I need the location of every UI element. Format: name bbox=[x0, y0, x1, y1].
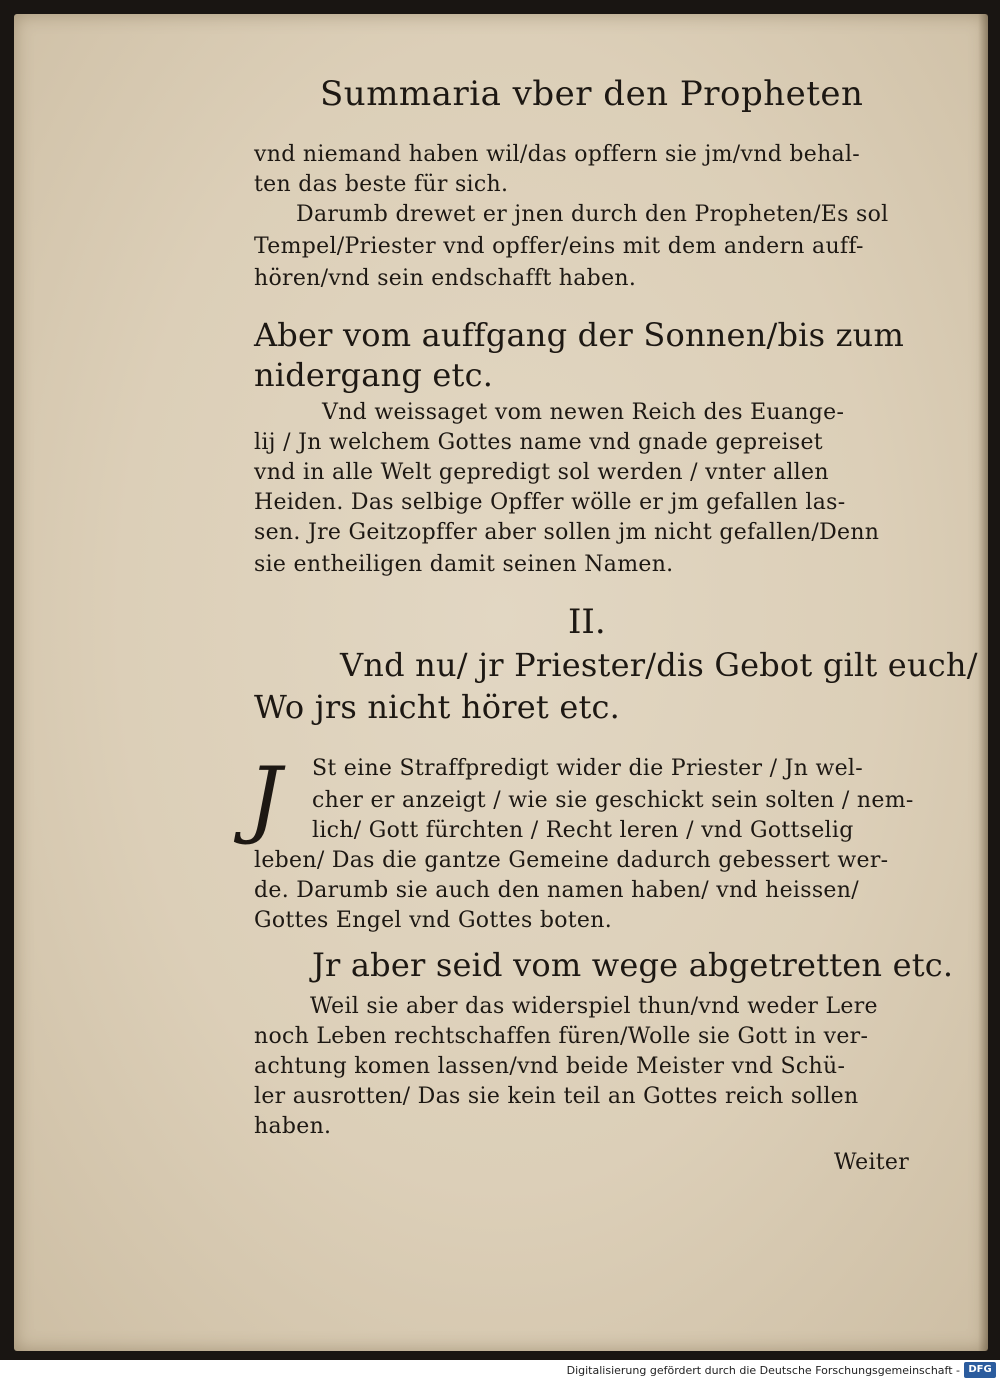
text-line: Gottes Engel vnd Gottes boten. bbox=[254, 908, 612, 933]
heading-line: Aber vom auffgang der Sonnen/bis zum bbox=[254, 316, 905, 354]
text-line: haben. bbox=[254, 1114, 332, 1139]
dfg-logo[interactable]: DFG bbox=[964, 1362, 996, 1378]
catchword: Weiter bbox=[834, 1150, 910, 1175]
text-line: de. Darumb sie auch den namen haben/ vnd heissen/ bbox=[254, 878, 859, 903]
text-line: cher er anzeigt / wie sie geschickt sein solten / nem- bbox=[312, 788, 914, 813]
text-line: sen. Jre Geitzopffer aber sollen jm nicht gefallen/Denn bbox=[254, 520, 880, 545]
text-line: noch Leben rechtschaffen füren/Wolle sie Gott in ver- bbox=[254, 1024, 869, 1049]
text-line: ler ausrotten/ Das sie kein teil an Gottes reich sollen bbox=[254, 1084, 859, 1109]
text-line: vnd in alle Welt gepredigt sol werden / vnter allen bbox=[254, 460, 829, 485]
text-line: St eine Straffpredigt wider die Priester / Jn wel- bbox=[312, 756, 863, 781]
text-line: Vnd weissaget vom newen Reich des Euange- bbox=[322, 400, 845, 425]
heading-line: Vnd nu/ jr Priester/dis Gebot gilt euch/ bbox=[340, 646, 978, 684]
text-line: lij / Jn welchem Gottes name vnd gnade gepreiset bbox=[254, 430, 823, 455]
text-line: ten das beste für sich. bbox=[254, 172, 509, 197]
page-edge-shadow bbox=[978, 14, 988, 1351]
drop-capital: J bbox=[248, 749, 282, 847]
text-line: lich/ Gott fürchten / Recht leren / vnd Gottselig bbox=[312, 818, 854, 843]
text-line: sie entheiligen damit seinen Namen. bbox=[254, 552, 674, 577]
text-line: achtung komen lassen/vnd beide Meister vnd Schü- bbox=[254, 1054, 846, 1079]
running-head: Summaria vber den Propheten bbox=[320, 74, 864, 114]
text-line: vnd niemand haben wil/das opffern sie jm/vnd behal- bbox=[254, 142, 861, 167]
text-line: Heiden. Das selbige Opffer wölle er jm gefallen las- bbox=[254, 490, 846, 515]
heading-line: Wo jrs nicht höret etc. bbox=[254, 688, 621, 726]
text-line: Tempel/Priester vnd opffer/eins mit dem andern auff- bbox=[254, 234, 864, 259]
text-line: leben/ Das die gantze Gemeine dadurch gebessert wer- bbox=[254, 848, 889, 873]
heading-line: nidergang etc. bbox=[254, 356, 494, 394]
text-line: Darumb drewet er jnen durch den Propheten/Es sol bbox=[296, 202, 889, 227]
section-number: II. bbox=[568, 602, 606, 642]
footer-credit: Digitalisierung gefördert durch die Deutsche Forschungsgemeinschaft - bbox=[566, 1364, 960, 1377]
footer-bar bbox=[0, 1360, 1000, 1381]
heading-line: Jr aber seid vom wege abgetretten etc. bbox=[312, 946, 954, 984]
text-line: hören/vnd sein endschafft haben. bbox=[254, 266, 637, 291]
text-line: Weil sie aber das widerspiel thun/vnd weder Lere bbox=[310, 994, 878, 1019]
